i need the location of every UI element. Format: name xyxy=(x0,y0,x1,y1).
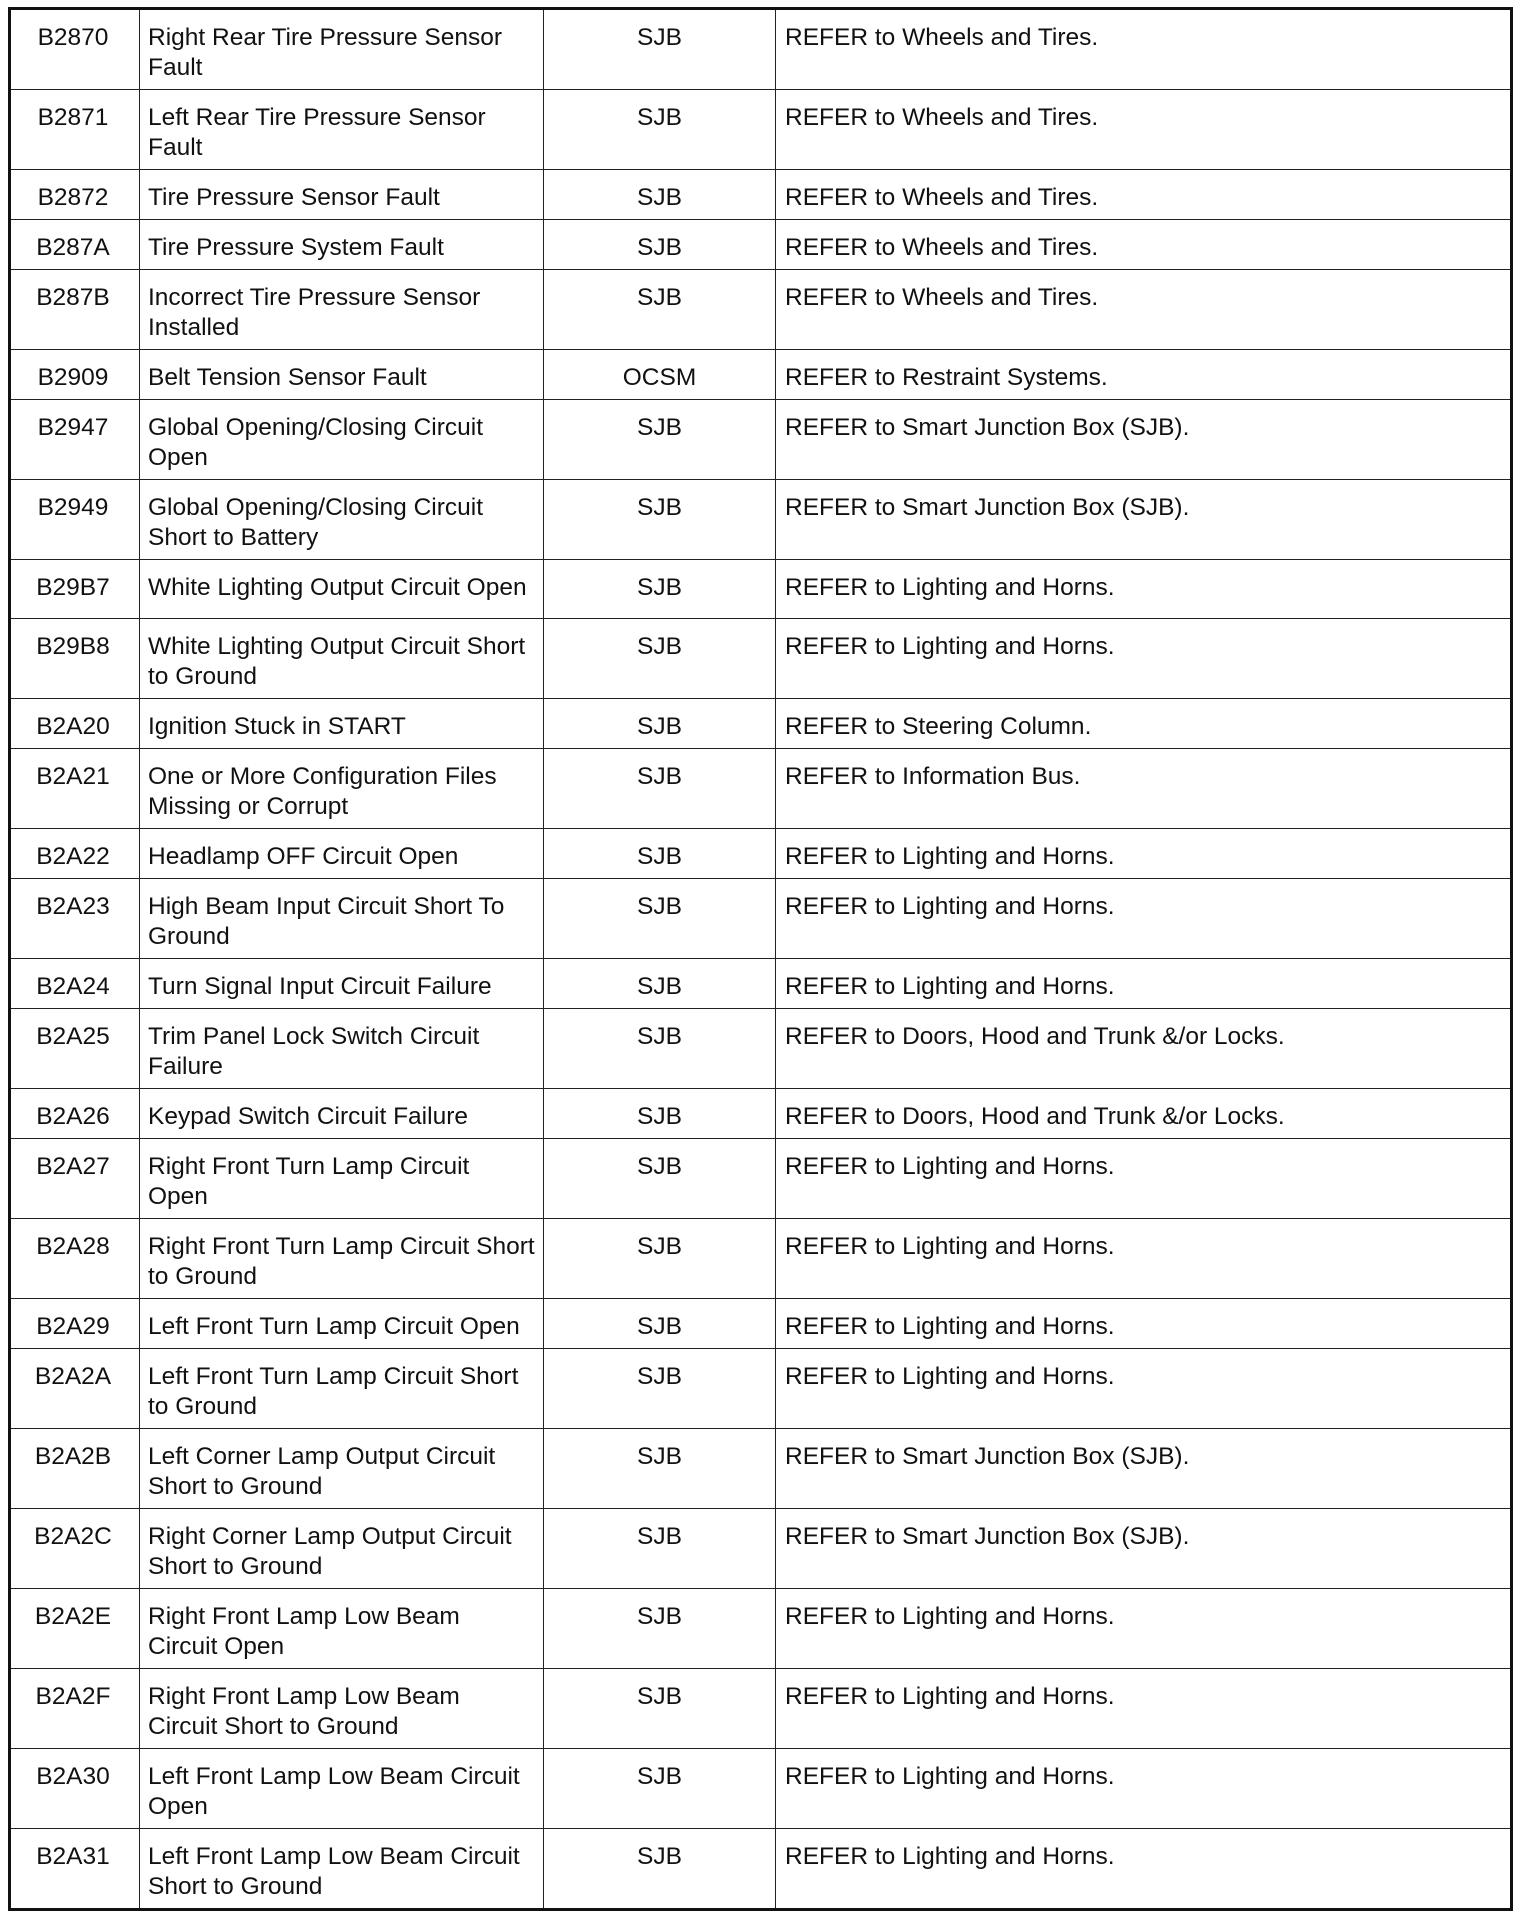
table-row xyxy=(10,1589,1512,1669)
table-row xyxy=(10,829,1512,879)
table-row xyxy=(10,1509,1512,1589)
action-cell: REFER to Wheels and Tires. xyxy=(776,9,1512,90)
dtc-description-cell: Tire Pressure System Fault xyxy=(140,220,544,270)
dtc-description-cell: White Lighting Output Circuit Open xyxy=(140,560,544,619)
module-cell: SJB xyxy=(544,560,776,619)
action-cell: REFER to Lighting and Horns. xyxy=(776,1349,1512,1429)
module-cell: SJB xyxy=(544,1009,776,1089)
table-row xyxy=(10,400,1512,480)
dtc-code-cell: B2909 xyxy=(10,350,140,400)
dtc-table-body xyxy=(10,9,1512,1910)
action-cell: REFER to Wheels and Tires. xyxy=(776,170,1512,220)
module-cell: SJB xyxy=(544,829,776,879)
action-cell: REFER to Lighting and Horns. xyxy=(776,1829,1512,1910)
dtc-description-cell: Left Corner Lamp Output Circuit Short to Ground xyxy=(140,1429,544,1509)
action-cell: REFER to Lighting and Horns. xyxy=(776,560,1512,619)
dtc-description-cell: Left Front Turn Lamp Circuit Open xyxy=(140,1299,544,1349)
action-cell: REFER to Smart Junction Box (SJB). xyxy=(776,1509,1512,1589)
module-cell: SJB xyxy=(544,749,776,829)
table-row xyxy=(10,1429,1512,1509)
table-row xyxy=(10,1299,1512,1349)
action-cell: REFER to Lighting and Horns. xyxy=(776,1139,1512,1219)
dtc-code-cell: B2A24 xyxy=(10,959,140,1009)
action-cell: REFER to Restraint Systems. xyxy=(776,350,1512,400)
action-cell: REFER to Information Bus. xyxy=(776,749,1512,829)
dtc-code-cell: B2A26 xyxy=(10,1089,140,1139)
dtc-code-cell: B287A xyxy=(10,220,140,270)
table-row xyxy=(10,480,1512,560)
table-row xyxy=(10,1089,1512,1139)
table-row xyxy=(10,90,1512,170)
dtc-table xyxy=(8,7,1513,1911)
action-cell: REFER to Lighting and Horns. xyxy=(776,829,1512,879)
module-cell: SJB xyxy=(544,1429,776,1509)
dtc-code-cell: B2A2C xyxy=(10,1509,140,1589)
module-cell: SJB xyxy=(544,9,776,90)
action-cell: REFER to Lighting and Horns. xyxy=(776,1669,1512,1749)
action-cell: REFER to Wheels and Tires. xyxy=(776,220,1512,270)
dtc-description-cell: Left Front Lamp Low Beam Circuit Short to Ground xyxy=(140,1829,544,1910)
dtc-description-cell: Trim Panel Lock Switch Circuit Failure xyxy=(140,1009,544,1089)
module-cell: SJB xyxy=(544,400,776,480)
dtc-code-cell: B2A22 xyxy=(10,829,140,879)
table-row xyxy=(10,1009,1512,1089)
action-cell: REFER to Lighting and Horns. xyxy=(776,1589,1512,1669)
dtc-description-cell: White Lighting Output Circuit Short to Ground xyxy=(140,619,544,699)
dtc-code-cell: B2A25 xyxy=(10,1009,140,1089)
module-cell: SJB xyxy=(544,1349,776,1429)
dtc-code-cell: B2A2B xyxy=(10,1429,140,1509)
dtc-description-cell: Right Corner Lamp Output Circuit Short to Ground xyxy=(140,1509,544,1589)
module-cell: SJB xyxy=(544,270,776,350)
module-cell: SJB xyxy=(544,220,776,270)
dtc-code-cell: B29B8 xyxy=(10,619,140,699)
action-cell: REFER to Lighting and Horns. xyxy=(776,879,1512,959)
table-row xyxy=(10,1139,1512,1219)
action-cell: REFER to Smart Junction Box (SJB). xyxy=(776,480,1512,560)
module-cell: SJB xyxy=(544,699,776,749)
dtc-description-cell: Left Front Turn Lamp Circuit Short to Ground xyxy=(140,1349,544,1429)
module-cell: SJB xyxy=(544,1749,776,1829)
module-cell: SJB xyxy=(544,1669,776,1749)
module-cell: SJB xyxy=(544,480,776,560)
table-row xyxy=(10,9,1512,90)
dtc-code-cell: B2A27 xyxy=(10,1139,140,1219)
dtc-description-cell: Right Rear Tire Pressure Sensor Fault xyxy=(140,9,544,90)
module-cell: SJB xyxy=(544,1219,776,1299)
action-cell: REFER to Wheels and Tires. xyxy=(776,90,1512,170)
dtc-code-cell: B2A31 xyxy=(10,1829,140,1910)
action-cell: REFER to Smart Junction Box (SJB). xyxy=(776,400,1512,480)
dtc-description-cell: Headlamp OFF Circuit Open xyxy=(140,829,544,879)
module-cell: SJB xyxy=(544,170,776,220)
module-cell: SJB xyxy=(544,1829,776,1910)
module-cell: SJB xyxy=(544,879,776,959)
dtc-description-cell: High Beam Input Circuit Short To Ground xyxy=(140,879,544,959)
dtc-description-cell: Right Front Lamp Low Beam Circuit Open xyxy=(140,1589,544,1669)
table-row xyxy=(10,959,1512,1009)
action-cell: REFER to Lighting and Horns. xyxy=(776,959,1512,1009)
dtc-code-cell: B2A30 xyxy=(10,1749,140,1829)
module-cell: SJB xyxy=(544,619,776,699)
dtc-description-cell: Right Front Lamp Low Beam Circuit Short to Ground xyxy=(140,1669,544,1749)
dtc-description-cell: One or More Configuration Files Missing or Corrupt xyxy=(140,749,544,829)
dtc-code-cell: B2A2F xyxy=(10,1669,140,1749)
dtc-description-cell: Global Opening/Closing Circuit Open xyxy=(140,400,544,480)
module-cell: SJB xyxy=(544,1139,776,1219)
dtc-code-cell: B2A2A xyxy=(10,1349,140,1429)
table-row xyxy=(10,560,1512,619)
dtc-code-cell: B2A21 xyxy=(10,749,140,829)
table-row xyxy=(10,220,1512,270)
dtc-description-cell: Incorrect Tire Pressure Sensor Installed xyxy=(140,270,544,350)
table-row xyxy=(10,350,1512,400)
action-cell: REFER to Doors, Hood and Trunk &/or Locks. xyxy=(776,1089,1512,1139)
table-row xyxy=(10,1749,1512,1829)
action-cell: REFER to Lighting and Horns. xyxy=(776,1219,1512,1299)
module-cell: SJB xyxy=(544,1589,776,1669)
dtc-description-cell: Ignition Stuck in START xyxy=(140,699,544,749)
module-cell: SJB xyxy=(544,90,776,170)
action-cell: REFER to Doors, Hood and Trunk &/or Locks. xyxy=(776,1009,1512,1089)
dtc-code-cell: B2949 xyxy=(10,480,140,560)
dtc-code-cell: B2871 xyxy=(10,90,140,170)
action-cell: REFER to Lighting and Horns. xyxy=(776,619,1512,699)
dtc-code-cell: B2A23 xyxy=(10,879,140,959)
dtc-code-cell: B287B xyxy=(10,270,140,350)
dtc-code-cell: B29B7 xyxy=(10,560,140,619)
dtc-description-cell: Tire Pressure Sensor Fault xyxy=(140,170,544,220)
table-row xyxy=(10,879,1512,959)
dtc-description-cell: Turn Signal Input Circuit Failure xyxy=(140,959,544,1009)
dtc-code-cell: B2A28 xyxy=(10,1219,140,1299)
dtc-description-cell: Left Rear Tire Pressure Sensor Fault xyxy=(140,90,544,170)
dtc-code-cell: B2872 xyxy=(10,170,140,220)
dtc-description-cell: Left Front Lamp Low Beam Circuit Open xyxy=(140,1749,544,1829)
module-cell: SJB xyxy=(544,959,776,1009)
table-row xyxy=(10,270,1512,350)
dtc-code-cell: B2A2E xyxy=(10,1589,140,1669)
table-row xyxy=(10,619,1512,699)
dtc-description-cell: Keypad Switch Circuit Failure xyxy=(140,1089,544,1139)
module-cell: SJB xyxy=(544,1089,776,1139)
table-row xyxy=(10,1829,1512,1910)
action-cell: REFER to Wheels and Tires. xyxy=(776,270,1512,350)
module-cell: OCSM xyxy=(544,350,776,400)
table-row xyxy=(10,1349,1512,1429)
action-cell: REFER to Lighting and Horns. xyxy=(776,1749,1512,1829)
dtc-description-cell: Belt Tension Sensor Fault xyxy=(140,350,544,400)
dtc-code-cell: B2870 xyxy=(10,9,140,90)
action-cell: REFER to Lighting and Horns. xyxy=(776,1299,1512,1349)
dtc-description-cell: Global Opening/Closing Circuit Short to Battery xyxy=(140,480,544,560)
table-row xyxy=(10,1669,1512,1749)
table-row xyxy=(10,749,1512,829)
table-row xyxy=(10,699,1512,749)
dtc-description-cell: Right Front Turn Lamp Circuit Open xyxy=(140,1139,544,1219)
module-cell: SJB xyxy=(544,1299,776,1349)
action-cell: REFER to Steering Column. xyxy=(776,699,1512,749)
dtc-code-cell: B2947 xyxy=(10,400,140,480)
dtc-code-cell: B2A29 xyxy=(10,1299,140,1349)
dtc-description-cell: Right Front Turn Lamp Circuit Short to Ground xyxy=(140,1219,544,1299)
action-cell: REFER to Smart Junction Box (SJB). xyxy=(776,1429,1512,1509)
table-row xyxy=(10,170,1512,220)
module-cell: SJB xyxy=(544,1509,776,1589)
dtc-code-cell: B2A20 xyxy=(10,699,140,749)
table-row xyxy=(10,1219,1512,1299)
